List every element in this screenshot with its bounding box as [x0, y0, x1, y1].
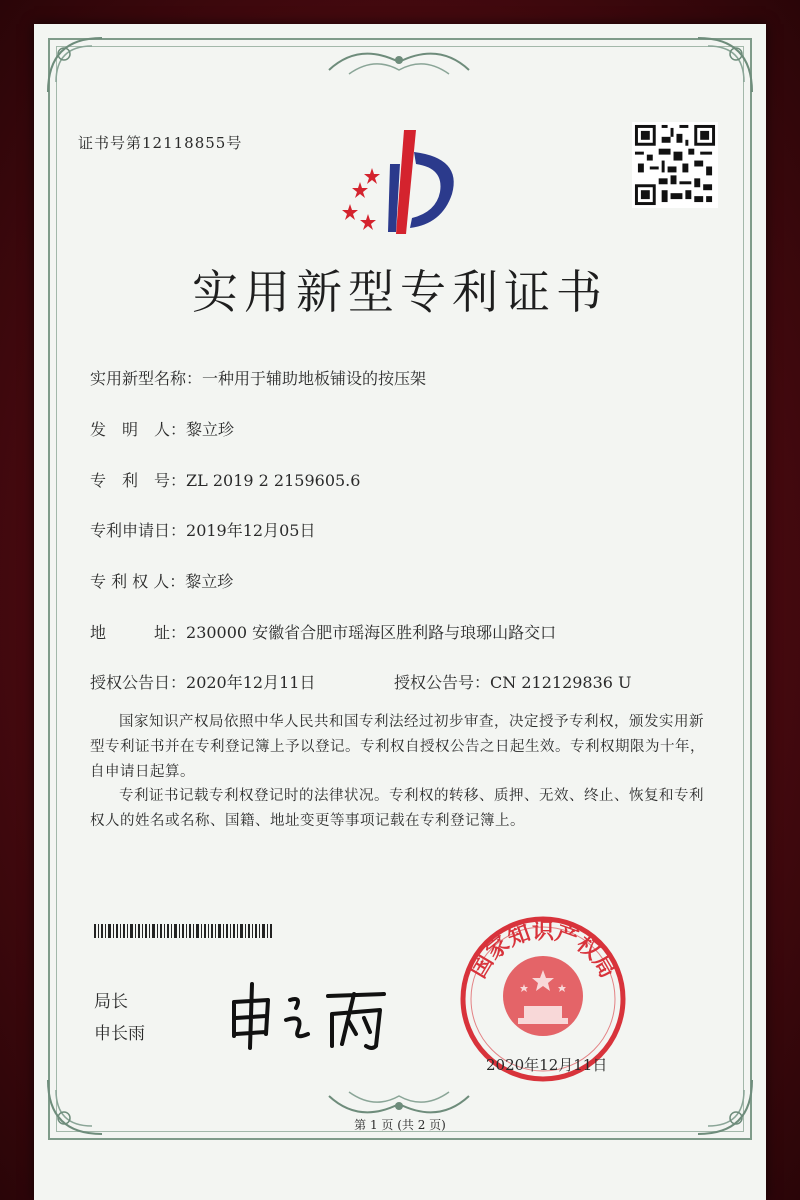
certificate-paper [34, 24, 766, 1200]
field-value: 一种用于辅助地板铺设的按压架 [202, 369, 427, 388]
statement-paragraph-1: 国家知识产权局依照中华人民共和国专利法经过初步审查，决定授予专利权，颁发实用新型专利证书并在专利登记簿上予以登记。专利权自授权公告之日起生效。专利权期限为十年，自申请日起算。 [90, 714, 705, 780]
top-ornament-icon [319, 40, 479, 82]
field-utility-model-name [90, 366, 426, 389]
field-label: 授权公告日： [90, 673, 187, 692]
field-inventor [90, 417, 234, 440]
field-patent-holder [90, 569, 233, 592]
field-value: 230000 安徽省合肥市瑶海区胜利路与琅琊山路交口 [186, 623, 557, 642]
signature-icon [224, 974, 404, 1054]
director-name: 申长雨 [94, 1024, 145, 1044]
field-label: 专 利 号： [90, 471, 187, 490]
seal-text: 国家知识产权局 [466, 919, 620, 983]
director-title: 局长 [94, 992, 128, 1012]
field-label: 专 利 权 人： [90, 572, 186, 591]
field-value: 黎立珍 [186, 420, 235, 439]
page-number: 第 1 页 (共 2 页) [354, 1118, 446, 1132]
field-value: 2020年12月11日 [186, 673, 316, 692]
corner-ornament-icon [688, 32, 758, 102]
field-filing-date [90, 518, 315, 541]
certificate-number: 证书号第12118855号 [78, 134, 243, 152]
field-address [90, 620, 556, 643]
field-patent-number [90, 468, 360, 491]
field-label: 地 址： [90, 623, 187, 642]
field-grant-date [90, 670, 315, 693]
field-label: 发 明 人： [90, 420, 187, 439]
page-title: 实用新型专利证书 [192, 265, 608, 319]
barcode-icon [94, 924, 274, 938]
corner-ornament-icon [42, 32, 112, 102]
qr-code-icon [632, 122, 718, 208]
cnipa-logo-icon [334, 124, 464, 254]
field-label: 授权公告号： [394, 673, 491, 692]
field-value: ZL 2019 2 2159605.6 [186, 471, 361, 490]
seal-date: 2020年12月11日 [486, 1056, 608, 1074]
field-grant-number [394, 670, 632, 693]
field-label: 专利申请日： [90, 521, 187, 540]
statement-paragraph-2: 专利证书记载专利权登记时的法律状况。专利权的转移、质押、无效、终止、恢复和专利权人的姓名或名称、国籍、地址变更等事项记载在专利登记簿上。 [90, 788, 704, 829]
field-label: 实用新型名称： [90, 369, 203, 388]
field-value: 黎立珍 [185, 572, 234, 591]
field-value: CN 212129836 U [490, 673, 632, 692]
field-value: 2019年12月05日 [186, 521, 316, 540]
